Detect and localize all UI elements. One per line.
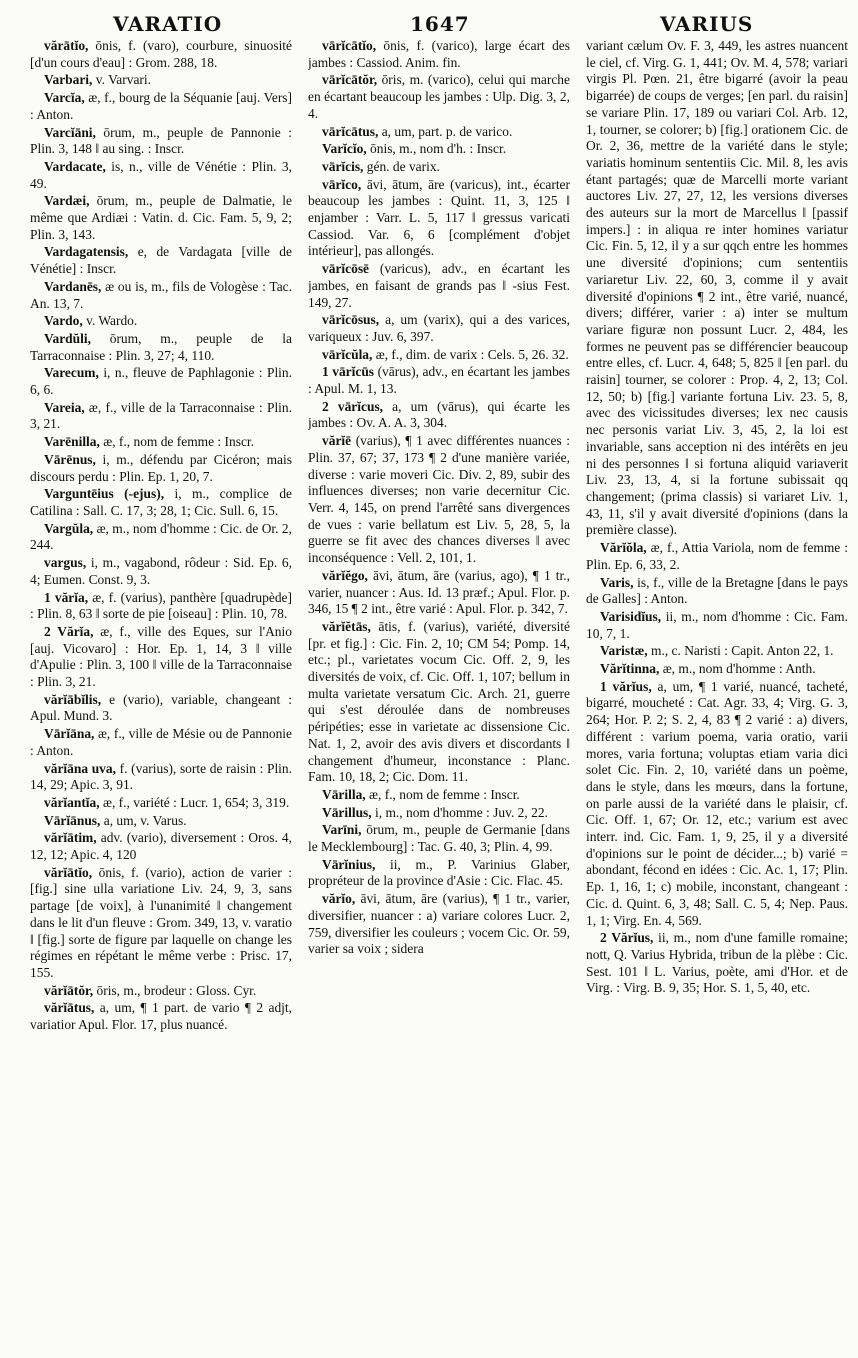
dictionary-entry (308, 857, 570, 890)
dictionary-entry (308, 261, 570, 311)
entry-definition: ii, m., P. Varinius Glaber, propréteur de la province d'Asie : Cic. Flac. 45. (308, 856, 570, 889)
entry-headword: Varēnilla, (44, 434, 100, 450)
entry-headword: vārĭcis, (322, 158, 364, 174)
dictionary-entry (586, 679, 848, 930)
entry-headword: 1 vărĭa, (44, 589, 89, 605)
entry-definition: æ, f., nom de femme : Inscr. (99, 434, 254, 450)
dictionary-entry (308, 805, 570, 822)
entry-headword: Varbari, (44, 72, 93, 88)
dictionary-entry (30, 865, 292, 982)
entry-definition: æ, f., variété : Lucr. 1, 654; 3, 319. (99, 794, 290, 810)
entry-headword: Vargŭla, (44, 520, 94, 536)
entry-headword: vărĭāna uva, (44, 760, 116, 776)
column-3 (586, 38, 848, 1350)
entry-definition: i, m., défendu par Cicéron; mais discours perdu : Plin. Ep. 1, 20, 7. (30, 451, 292, 484)
dictionary-entry (30, 795, 292, 812)
entry-headword: vārĭcŭla, (322, 346, 373, 362)
dictionary-entry (308, 141, 570, 158)
entry-headword: Varcĭāni, (44, 124, 96, 140)
entry-headword: vărĭo, (322, 891, 356, 907)
entry-definition: ōris, m., brodeur : Gloss. Cyr. (93, 982, 257, 998)
header-left-guideword: VARATIO (113, 12, 223, 36)
page-header (0, 6, 858, 40)
dictionary-entry (308, 619, 570, 786)
entry-definition: ōnis, f. (varo), courbure, sinuosité [d'un cours d'eau] : Grom. 288, 18. (30, 38, 292, 70)
dictionary-entry (308, 364, 570, 397)
entry-definition: a, um, ¶ 1 part. de vario ¶ 2 adjt, variatior Apul. Flor. 17, plus nuancé. (30, 1000, 292, 1033)
entry-headword: Vardæi, (44, 193, 90, 209)
entry-definition: a, um, part. p. de varico. (378, 123, 513, 139)
entry-headword: 2 vārĭcus, (322, 398, 384, 414)
dictionary-entry (30, 692, 292, 725)
dictionary-entry (30, 486, 292, 519)
entry-definition: a, um (varix), qui a des varices, variqueux : Juv. 6, 397. (308, 312, 570, 344)
entry-definition: æ, f., dim. de varix : Cels. 5, 26. 32. (372, 346, 569, 362)
dictionary-entry (30, 813, 292, 830)
entry-definition: æ, f. (varius), panthère [quadrupède] : Plin. 8, 63 ‖ sorte de pie [oiseau] : Plin. 10, 78. (30, 589, 292, 622)
entry-definition: i, n., fleuve de Paphlagonie : Plin. 6, 6. (30, 365, 292, 398)
header-right-guideword: VARIUS (660, 12, 754, 36)
dictionary-entry (30, 452, 292, 485)
entry-headword: vărātĭo, (44, 38, 89, 53)
entry-definition: æ ou is, m., fils de Vologèse : Tac. An. 13, 7. (30, 278, 292, 311)
dictionary-entry (30, 38, 292, 71)
entry-headword: vărĭātŏr, (44, 982, 94, 998)
dictionary-entry (30, 830, 292, 863)
entry-definition: ōnis, f. (vario), action de varier : [fig.] sine ulla variatione Liv. 24, 9, 3, sans partage [de voix], à l'unanimité ‖ changement dans le lit d'un fleuve : Grom. 349, 13, v. varatio ‖ [fig.] sorte de figure par laquelle on change les régimes en répétant le même verbe : Prisc. 17, 155. (30, 864, 292, 980)
entry-headword: Varguntēius (-ejus), (44, 486, 165, 502)
entry-headword: Vărĭtinna, (600, 661, 660, 677)
entry-headword: vărĭĕtās, (322, 618, 371, 634)
dictionary-entry (30, 726, 292, 759)
entry-headword: 2 Vărĭus, (600, 930, 654, 946)
dictionary-entry (30, 125, 292, 158)
dictionary-entry (586, 540, 848, 573)
entry-definition: i, m., complice de Catilina : Sall. C. 17, 3; 28, 1; Cic. Sull. 6, 15. (30, 486, 292, 518)
dictionary-entry (30, 279, 292, 312)
dictionary-entry (308, 347, 570, 364)
entry-definition: (vārus), adv., en écartant les jambes : Apul. M. 1, 13. (308, 364, 570, 397)
entry-headword: Vārĭnius, (322, 856, 376, 872)
entry-headword: Vārĭānus, (44, 812, 101, 828)
entry-definition: āvi, ātum, āre (varicus), int., écarter beaucoup les jambes : Quint. 11, 3, 125 ‖ enjamber : Varr. L. 5, 117 ‖ gressus varicati Cassiod. Var. 6, 6 [complément d'objet intérieur], pas allongés. (308, 176, 570, 259)
entry-headword: Varisidĭus, (600, 608, 662, 624)
entry-headword: Vardacate, (44, 158, 106, 174)
entry-headword: Varĭcĭo, (322, 141, 367, 157)
entry-definition: āvi, ātum, āre (varius), ¶ 1 tr., varier, diversifier, nuancer : a) variare colores Lucr. 2, 759, diversifier les couleurs ; vocem Cic. Or. 59, varier sa voix ; sidera (308, 891, 570, 957)
entry-headword: 1 vārĭcūs (322, 364, 375, 380)
entry-definition: a, um, v. Varus. (100, 812, 187, 828)
entry-headword: vărĭātĭo, (44, 864, 93, 880)
dictionary-entry (586, 38, 848, 539)
entry-headword: Vardagatensis, (44, 244, 129, 260)
dictionary-entry (30, 193, 292, 243)
entry-headword: vărĭĕgo, (322, 567, 368, 583)
entry-headword: Varecum, (44, 365, 99, 381)
dictionary-entry (30, 590, 292, 623)
entry-headword: vārĭco, (322, 176, 362, 192)
entry-definition: ātis, f. (varius), variété, diversité [pr. et fig.] : Cic. Fin. 2, 10; CM 54; Pomp. 14, etc.; pl., varietates vocum Cic. Off. 2, 9, les diversités de voix, cf. Cic. Off. 1, 107; bellum in multa varietate versatum Cic. Arch. 21, guerre qui s'est déroulée dans de nombreuses péripéties; esse in varietate ac dissensione Cic. Nat. 1, 2, avoir des avis divers et discordants ‖ changement d'humeur, inconstance : Planc. Fam. 10, 18, 2; Cic. Dom. 11. (308, 618, 570, 785)
entry-headword: vărĭābĭlis, (44, 691, 102, 707)
entry-headword: vārĭcōsus, (322, 312, 380, 328)
dictionary-entry (30, 983, 292, 1000)
entry-headword: Vareia, (44, 399, 85, 415)
entry-definition: i, m., nom d'homme : Juv. 2, 22. (371, 804, 548, 820)
dictionary-entry (308, 568, 570, 618)
dictionary-entry (308, 38, 570, 71)
dictionary-entry (308, 177, 570, 261)
dictionary-entry (308, 72, 570, 122)
dictionary-entry (30, 434, 292, 451)
dictionary-entry (308, 312, 570, 345)
entry-headword: Vārĭāna, (44, 726, 95, 742)
entry-definition: āvi, ātum, āre (varius, ago), ¶ 1 tr., varier, nuancer : Aus. Id. 13 præf.; Apul. Flor. p. 346, 15 ¶ 2 int., être varié : Apul. Flor. p. 342, 7. (308, 567, 570, 617)
entry-definition: gén. de varix. (363, 158, 440, 174)
dictionary-entry (30, 72, 292, 89)
entry-headword: Vărĭŏla, (600, 540, 647, 556)
entry-definition: ōrum, m., peuple de Pannonie : Plin. 3, 148 ‖ au sing. : Inscr. (30, 124, 292, 157)
entry-definition: æ, f., bourg de la Séquanie [auj. Vers] : Anton. (30, 90, 292, 122)
dictionary-entry (308, 159, 570, 176)
entry-headword: Vardanēs, (44, 278, 102, 294)
entry-definition: a, um, ¶ 1 varié, nuancé, tacheté, bigarré, moucheté : Cat. Agr. 33, 4; Virg. G. 3, 264; Hor. P. 2; S. 2, 4, 83 ¶ 2 varié : a) divers, différent : varium poema, varia oratio, varii mores, varia fortuna; voluptas etiam varia dici solet Cic. Fin. 2, 10, variété dans un poème, dans le style, dans les mœurs, dans la fortune, on parle aussi de la variété dans le plaisir, cf. Cic. Off. 1, 67; Or. 12, etc.; varium est avec interr. ind. Cic. Fam. 1, 9, 25, il y a diversité d'opinions sur le point de décider...; b) varié = abondant, fécond en idées : Cic. Ac. 1, 17; Plin. Ep. 1, 16, 1; c) mobile, inconstant, changeant : Cic. d. Quint. 6, 3, 48; Sall. C. 5, 4; Nep. Paus. 1, 1; Virg. En. 4, 569. (586, 678, 848, 928)
dictionary-entry (30, 1000, 292, 1033)
dictionary-entry (30, 90, 292, 123)
entry-headword: vārĭcātŏr, (322, 72, 378, 88)
column-1 (30, 38, 292, 1350)
entry-headword: vărĭātus, (44, 1000, 95, 1016)
column-2 (308, 38, 570, 1350)
entry-headword: 1 vărĭus, (600, 678, 652, 694)
entry-definition: v. Wardo. (82, 313, 138, 329)
entry-headword: Vārilla, (322, 786, 366, 802)
dictionary-entry (30, 365, 292, 398)
dictionary-entry (308, 891, 570, 958)
entry-headword: 2 Vărĭa, (44, 623, 94, 639)
entry-headword: vārĭcōsē (322, 261, 370, 277)
entry-definition: ōris, m. (varico), celui qui marche en écartant beaucoup les jambes : Ulp. Dig. 3, 2, 4. (308, 72, 570, 121)
dictionary-entry (586, 575, 848, 608)
entry-definition: ii, m., nom d'homme : Cic. Fam. 10, 7, 1. (586, 608, 848, 641)
entry-definition: ii, m., nom d'une famille romaine; nott, Q. Varius Hybrida, tribun de la plèbe : Cic. Sest. 101 ‖ L. Varius, poète, ami d'Hor. et de Virg. : Virg. B. 9, 35; Hor. S. 1, 5, 40, etc. (586, 930, 848, 996)
dictionary-entry (30, 331, 292, 364)
entry-definition: ōrum, m., peuple de Germanie [dans le Mecklembourg] : Tac. G. 40, 3; Plin. 4, 99. (308, 822, 570, 855)
dictionary-entry (308, 399, 570, 432)
entry-definition: æ, f., nom de femme : Inscr. (365, 786, 520, 802)
entry-definition: ōrum, m., peuple de la Tarraconnaise : Plin. 3, 27; 4, 110. (30, 330, 292, 363)
dictionary-entry (308, 822, 570, 855)
entry-definition: is, f., ville de la Bretagne [dans le pays de Galles] : Anton. (586, 574, 848, 607)
dictionary-entry (586, 609, 848, 642)
entry-headword: Varis, (600, 574, 634, 590)
entry-definition: ōnis, f. (varico), large écart des jambes : Cassiod. Anim. fin. (308, 38, 570, 70)
entry-definition: is, n., ville de Vénétie : Plin. 3, 49. (30, 158, 292, 191)
entry-definition: ōnis, m., nom d'h. : Inscr. (366, 141, 507, 157)
entry-headword: Vardo, (44, 313, 83, 329)
entry-headword: Vārillus, (322, 804, 372, 820)
entry-definition: æ, f., Attia Variola, nom de femme : Plin. Ep. 6, 33, 2. (586, 540, 848, 572)
entry-headword: Varīni, (322, 822, 362, 838)
dictionary-entry (30, 761, 292, 794)
dictionary-entry (586, 643, 848, 660)
entry-definition: ōrum, m., peuple de Dalmatie, le même que Ardiæi : Vatin. d. Cic. Fam. 5, 9, 2; Plin. 3, 143. (30, 193, 292, 242)
dictionary-entry (586, 661, 848, 678)
entry-headword: vargus, (44, 555, 87, 571)
entry-headword: vārĭcātus, (322, 123, 379, 139)
dictionary-entry (30, 313, 292, 330)
entry-definition: (varius), ¶ 1 avec différentes nuances : Plin. 37, 67; 37, 173 ¶ 2 d'une manière variée, diverse : varie moveri Cic. Div. 2, 89, subir des influences diverses; non varie decernitur Cic. Verr. 4, 145, on prend l'arrêté sans divergences de vues : varie bellatum est Liv. 5, 28, 5, la guerre se fit avec des chances diverses ‖ avec inconséquence : Vell. 2, 101, 1. (308, 433, 570, 566)
entry-headword: vārĭcātĭo, (322, 38, 377, 53)
dictionary-entry (30, 624, 292, 691)
entry-headword: Varcĭa, (44, 90, 85, 106)
entry-definition: æ, m., nom d'homme : Cic. de Or. 2, 244. (30, 520, 292, 553)
dictionary-entry (30, 244, 292, 277)
entry-definition: æ, f., ville des Eques, sur l'Anio [auj. Vicovaro] : Hor. Ep. 1, 14, 3 ‖ ville d'Apulie : Plin. 3, 100 ‖ ville de la Tarraconnaise : Plin. 3, 21. (30, 623, 292, 690)
entry-definition: i, m., vagabond, rôdeur : Sid. Ep. 6, 4; Eumen. Const. 9, 3. (30, 555, 292, 587)
dictionary-entry (308, 787, 570, 804)
entry-headword: Vardŭli, (44, 330, 91, 346)
dictionary-entry (30, 400, 292, 433)
entry-headword: vărĭātim, (44, 830, 97, 846)
entry-definition: adv. (vario), diversement : Oros. 4, 12, 12; Apic. 4, 120 (30, 830, 292, 863)
entry-headword: vărĭantĭa, (44, 794, 100, 810)
page-number: 1647 (410, 12, 470, 36)
dictionary-entry (30, 521, 292, 554)
entry-headword: Vārēnus, (44, 451, 96, 467)
dictionary-entry (586, 930, 848, 997)
entry-headword: Varistæ, (600, 643, 648, 659)
entry-definition: æ, m., nom d'homme : Anth. (659, 661, 816, 677)
entry-definition: a, um (vārus), qui écarte les jambes : Ov. A. A. 3, 304. (308, 398, 570, 431)
dictionary-entry (30, 159, 292, 192)
entry-definition: æ, f., ville de la Tarraconnaise : Plin. 3, 21. (30, 399, 292, 432)
entry-definition: e, de Vardagata [ville de Vénétie] : Inscr. (30, 244, 292, 277)
entry-definition: m., c. Naristi : Capit. Anton 22, 1. (647, 643, 834, 659)
entry-definition: f. (varius), sorte de raisin : Plin. 14, 29; Apic. 3, 91. (30, 760, 292, 793)
dictionary-entry (308, 124, 570, 141)
entry-definition: e (vario), variable, changeant : Apul. Mund. 3. (30, 691, 292, 724)
dictionary-entry (308, 433, 570, 567)
entry-definition: (varicus), adv., en écartant les jambes, en faisant de grands pas ‖ -sius Fest. 149, 27. (308, 261, 570, 310)
entry-definition: v. Varvari. (92, 72, 151, 88)
entry-definition: variant cælum Ov. F. 3, 449, les astres nuancent le ciel, cf. Virg. G. 1, 441; Ov. M. 4, 578; variari virgis Pl. Pœn. 21, être bigarré (avoir la peau bigarrée) de coups de verges; [en parl. du raisin] se variare Plin. 17, 189 ou variari Col. Arb. 12, 1, tourner, se colorer; b) [fig.] orationem Cic. de Or. 2, 36, mettre de la variété dans le style; variatis hominum sententiis Cic. Mil. 8, les avis étant partagés; quæ de Marcelli morte variant auctores Liv. 27, 27, 12, les versions diverses des auteurs sur la mort de Marcellus ‖ [passif impers.] : in aliqua re inter homines variatur Cic. Fin. 5, 12, il y a sur qqch entre les hommes une diversité d'opinions; cum sententiis variaretur Liv. 22, 60, 3, comme il y avait diversité d'opinions ¶ 2 int., être varié, nuancé, divers; différer, varier : a) inter se multum variare figuræ non possunt Lucr. 2, 484, les formes ne peuvent pas se différencier beaucoup entre elles, cf. Lucr. 4, 648; 5, 825 ‖ [en parl. du raisin] tourner, se colorer : Prop. 4, 2, 13; Col. 12, 50; b) [fig.] variante fortuna Liv. 23. 5, 8, avec des vicissitudes diverses; lex nec causis nec personis variat Liv. 3, 45, 2, la loi est invariable, sans acception ni des intérêts en jeu ni des personnes ‖ si fortuna aliquid variaverit Liv. 23, 13, 4, si la fortune subissait qq changement; (prima classis) si variaret Liv. 1, 43, 11, s'il y avait diversité d'opinions (dans la première classe). (586, 38, 848, 538)
entry-definition: æ, f., ville de Mésie ou de Pannonie : Anton. (30, 726, 292, 758)
entry-headword: vărĭē (322, 433, 352, 449)
dictionary-entry (30, 555, 292, 588)
